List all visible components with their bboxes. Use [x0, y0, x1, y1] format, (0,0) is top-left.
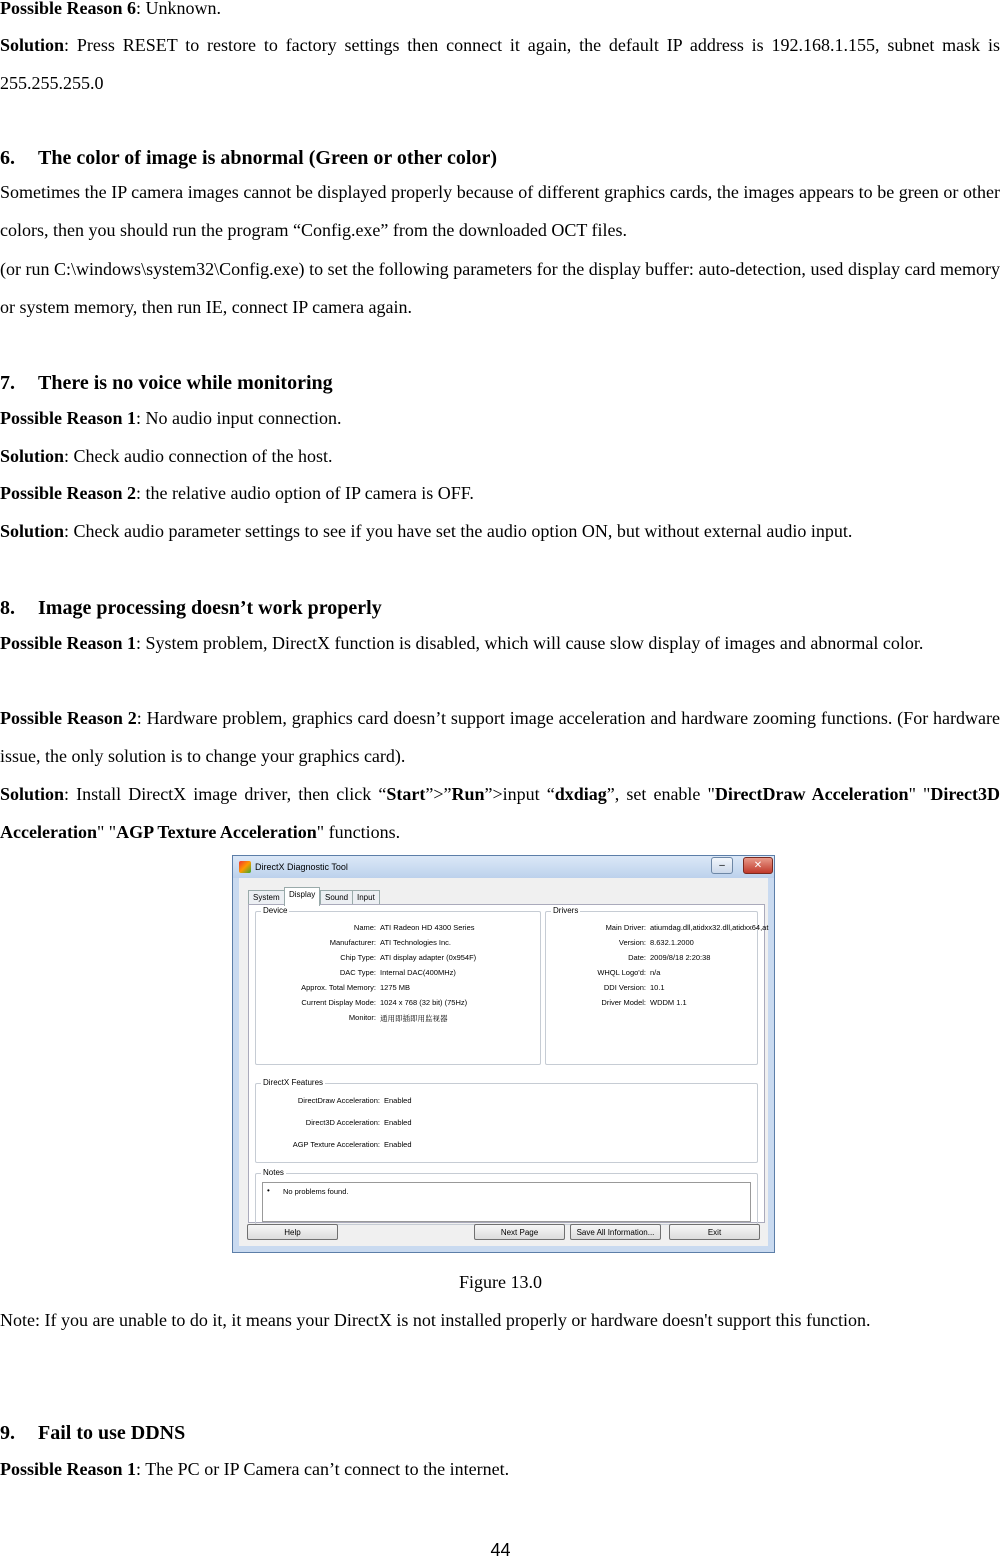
directx-app-icon — [239, 861, 251, 873]
info-row-value: WDDM 1.1 — [650, 998, 687, 1007]
minimize-button[interactable]: – — [711, 857, 733, 874]
drivers-group — [545, 906, 769, 1065]
tab-input[interactable]: Input — [352, 890, 380, 905]
info-row-key: Date: — [628, 953, 646, 962]
section-7-reason-1: Possible Reason 1: No audio input connection. — [0, 408, 342, 428]
save-all-information-button[interactable]: Save All Information... — [570, 1224, 661, 1240]
help-button[interactable]: Help — [247, 1224, 338, 1240]
next-page-button[interactable]: Next Page — [474, 1224, 565, 1240]
reason6-paragraph: Possible Reason 6: Unknown. — [0, 0, 222, 18]
info-row-key: WHQL Logo'd: — [597, 968, 646, 977]
notes-group — [255, 1168, 758, 1225]
section-8-solution: Solution: Install DirectX image driver, then click “Start”>”Run”>input “dxdiag”, set enable "DirectDraw Acceleration" "Direct3D Acceleration" "AGP Texture Acceleration" functions. — [0, 784, 1000, 842]
section-9-heading: 9. Fail to use DDNS — [0, 1422, 186, 1444]
info-row-key: Monitor: — [348, 1013, 376, 1022]
info-row-key: AGP Texture Acceleration: — [292, 1140, 380, 1149]
info-row-value: 2009/8/18 2:20:38 — [650, 953, 711, 962]
info-row-key: Chip Type: — [340, 953, 376, 962]
info-row-value: ATI display adapter (0x954F) — [380, 953, 477, 962]
notes-box[interactable] — [262, 1182, 751, 1222]
info-row-key: DirectDraw Acceleration: — [297, 1096, 380, 1105]
section-7-heading: 7. There is no voice while monitoring — [0, 372, 333, 394]
info-row-value: ATI Radeon HD 4300 Series — [380, 923, 475, 932]
dialog-title: DirectX Diagnostic Tool — [255, 862, 348, 872]
info-row-value: 通用即插即用监视器 — [380, 1014, 448, 1023]
section-7-solution-1: Solution: Check audio connection of the host. — [0, 446, 333, 466]
info-row-key: Main Driver: — [605, 923, 646, 932]
notes-group-label: Notes — [263, 1168, 284, 1177]
section-8-heading: 8. Image processing doesn’t work properly — [0, 597, 382, 619]
info-row-value: 1275 MB — [380, 983, 411, 992]
bullet-icon: • — [267, 1186, 270, 1195]
device-group — [255, 906, 541, 1065]
info-row-value: Internal DAC(400MHz) — [380, 968, 456, 977]
page-number: 44 — [490, 1540, 511, 1560]
info-row-value: Enabled — [384, 1118, 412, 1127]
features-group-label: DirectX Features — [263, 1078, 324, 1087]
info-row-value: 10.1 — [650, 983, 665, 992]
info-row-key: Name: — [353, 923, 376, 932]
dialog-body — [239, 878, 768, 1246]
info-row-value: Enabled — [384, 1096, 412, 1105]
section-6-paragraph-1: Sometimes the IP camera images cannot be displayed properly because of different graphics cards, the images appears to be green or other colors, then you should run the program “Config.exe” from the downloaded OCT files. — [0, 182, 1000, 240]
section-8-reason-2: Possible Reason 2: Hardware problem, graphics card doesn’t support image acceleration and hardware zooming functions. (For hardware issue, the only solution is to change your graphics card). — [0, 708, 1000, 766]
info-row-value: Enabled — [384, 1140, 412, 1149]
section-7-solution-2: Solution: Check audio parameter settings to see if you have set the audio option ON, but without external audio input. — [0, 521, 853, 541]
display-tab-panel — [248, 904, 769, 1223]
info-row-key: Driver Model: — [601, 998, 646, 1007]
note-paragraph: Note: If you are unable to do it, it means your DirectX is not installed properly or hardware doesn't support this function. — [0, 1310, 871, 1330]
section-9-reason-1: Possible Reason 1: The PC or IP Camera can’t connect to the internet. — [0, 1459, 510, 1479]
info-row-key: Approx. Total Memory: — [301, 983, 376, 992]
info-row-value: ATI Technologies Inc. — [380, 938, 452, 947]
info-row-value: atiumdag.dll,atidxx32.dll,atidxx64,at — [650, 923, 769, 932]
section-6-heading: 6. The color of image is abnormal (Green or other color) — [0, 147, 497, 169]
dialog-title-bar — [233, 856, 774, 878]
notes-text: No problems found. — [283, 1187, 349, 1196]
info-row-value: 1024 x 768 (32 bit) (75Hz) — [380, 998, 468, 1007]
section-6-paragraph-2: (or run C:\windows\system32\Config.exe) to set the following parameters for the display buffer: auto-detection, used display card memory or system memory, then run IE, connect IP camera again. — [0, 259, 1000, 317]
info-row-key: Manufacturer: — [329, 938, 376, 947]
reason6-solution-paragraph: Solution: Press RESET to restore to factory settings then connect it again, the default IP address is 192.168.1.155, subnet mask is 255.255.255.0 — [0, 35, 1000, 93]
info-row-key: Current Display Mode: — [301, 998, 376, 1007]
info-row-key: Direct3D Acceleration: — [305, 1118, 380, 1127]
tab-sound[interactable]: Sound — [320, 890, 353, 905]
tab-system[interactable]: System — [248, 890, 285, 905]
directx-diagnostic-dialog — [232, 855, 775, 1253]
figure-caption: Figure 13.0 — [459, 1272, 542, 1292]
close-button[interactable]: ✕ — [743, 857, 773, 874]
info-row-key: DAC Type: — [339, 968, 376, 977]
device-group-label: Device — [263, 906, 288, 915]
info-row-key: DDI Version: — [603, 983, 646, 992]
section-7-reason-2: Possible Reason 2: the relative audio option of IP camera is OFF. — [0, 483, 474, 503]
section-8-reason-1: Possible Reason 1: System problem, DirectX function is disabled, which will cause slow display of images and abnormal color. — [0, 633, 924, 653]
tab-display[interactable]: Display — [284, 887, 320, 906]
directx-features-group — [255, 1078, 758, 1163]
info-row-value: n/a — [650, 968, 661, 977]
exit-button[interactable]: Exit — [669, 1224, 760, 1240]
info-row-key: Version: — [618, 938, 646, 947]
drivers-group-label: Drivers — [553, 906, 579, 915]
info-row-value: 8.632.1.2000 — [650, 938, 694, 947]
